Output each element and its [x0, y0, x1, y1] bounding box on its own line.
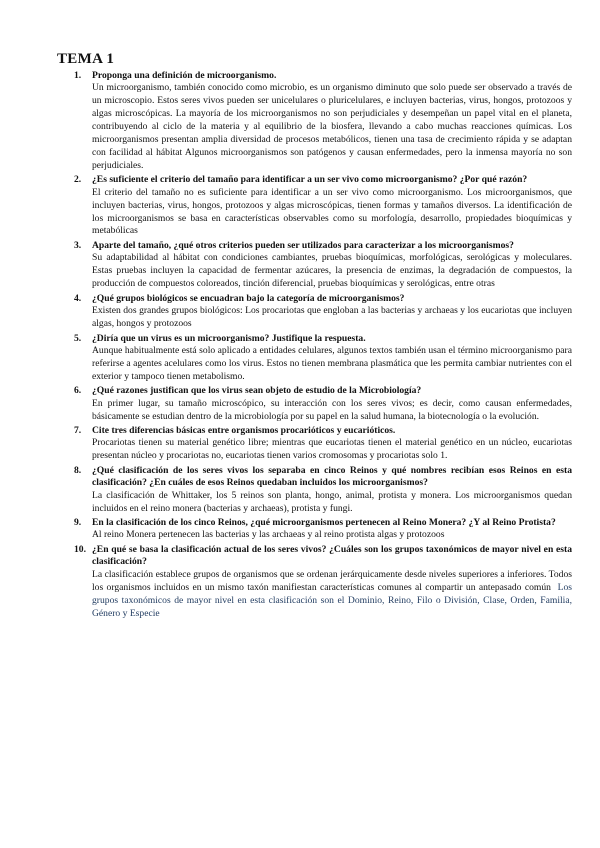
answer-main: La clasificación establece grupos de organismos que se ordenan jerárquicamente desde niveles superiores a inferiores. Todos los organismos incluidos en un mismo taxón manifiestan características comunes al compartir un antepasado común — [92, 568, 572, 593]
question-item-5 — [74, 333, 572, 384]
question-item-6 — [74, 385, 572, 423]
document-title: TEMA 1 — [57, 51, 115, 67]
answer-text: Existen dos grandes grupos biológicos: Los procariotas que engloban a las bacterias y archaeas y los eucariotas que incluyen algas, hongos y protozoos — [92, 305, 572, 329]
answer-text: Procariotas tienen su material genético libre; mientras que eucariotas tienen el material genético en un núcleo, eucariotas presentan núcleo y procariotas no, eucariotas tienen varios cromosomas y procariotas solo 1. — [92, 437, 572, 462]
question-item-2 — [74, 174, 572, 238]
answer-extra: Los grupos taxonómicos de mayor nivel en esta clasificación son el Dominio, Reino, Filo o División, Clase, Orden, Familia, Género y Especie — [92, 581, 572, 619]
question-item-1 — [74, 70, 572, 173]
question-number: 5. — [74, 332, 82, 344]
answer-text: Al reino Monera pertenecen las bacterias y las archaeas y al reino protista algas y protozoos — [92, 529, 445, 541]
answer-text: Aunque habitualmente está solo aplicado a entidades celulares, algunos textos también usan el término microorganismo para referirse a agentes acelulares como los virus. Estos no tienen membrana plasmática que les permita cambiar nutrientes con el exterior y tampoco tienen metabolismo. — [92, 344, 572, 382]
question-text: ¿Qué clasificación de los seres vivos los separaba en cinco Reinos y qué nombres recibían esos Reinos en esta clasificación? ¿En cuáles de esos Reinos quedaban incluidos los microorganismos? — [92, 464, 572, 489]
question-item-10 — [74, 544, 572, 620]
question-item-7 — [74, 425, 572, 463]
question-text: Proponga una definición de microorganismo. — [92, 70, 277, 81]
question-number: 2. — [74, 174, 82, 186]
answer-text: La clasificación de Whittaker, los 5 reinos son planta, hongo, animal, protista y monera. Los microorganismos quedan incluidos en el reino monera (bacterias y archaeas), protista y fungi. — [92, 489, 572, 514]
question-number: 8. — [74, 464, 82, 476]
question-text: ¿Diría que un virus es un microorganismo? Justifique la respuesta. — [92, 332, 366, 344]
answer-text: Un microorganismo, también conocido como microbio, es un organismo diminuto que solo puede ser observado a través de un microscopio. Estos seres vivos pueden ser unicelulares o pluricelulares, e incluyen bacterias, virus, hongos, protozoos y algas microscópicas. La mayoría de los microorganismos no son perjudiciales y desempeñan un papel vital en el planeta, contribuyendo al ciclo de la materia y al equilibrio de la biosfera, llevando a cabo muchas reacciones químicas. Los microorganismos presentan amplia diversidad de procesos metabólicos, tienen una tasa de crecimiento rápida y se adaptan con facilidad al hábitat Algunos microorganismos son patógenos y causan enfermedades, pero la inmensa mayoría no son perjudiciales. — [92, 82, 572, 171]
answer-text: El criterio del tamaño no es suficiente para identificar a un ser vivo como microorganismo. Los microorganismos, que incluyen bacterias, virus, hongos, protozoos y algas microscópicas, tienen formas y tamaños diversos. La identificación de los microorganismos se basa en características observables como su morfología, desarrollo, propiedades bioquímicas y metabólicas — [92, 186, 572, 237]
question-text: Aparte del tamaño, ¿qué otros criterios pueden ser utilizados para caracterizar a los microorganismos? — [92, 239, 514, 251]
question-text: Cite tres diferencias básicas entre organismos procarióticos y eucarióticos. — [92, 425, 396, 437]
question-number: 3. — [74, 239, 82, 251]
question-text: ¿En qué se basa la clasificación actual de los seres vivos? ¿Cuáles son los grupos taxonómicos de mayor nivel en esta clasificación? — [92, 543, 572, 568]
question-number: 9. — [74, 517, 82, 529]
question-number: 1. — [74, 70, 82, 81]
question-item-8 — [74, 465, 572, 516]
question-text: ¿Qué razones justifican que los virus sean objeto de estudio de la Microbiología? — [92, 385, 422, 397]
question-item-4 — [74, 293, 572, 331]
question-item-3 — [74, 240, 572, 291]
question-text: En la clasificación de los cinco Reinos, ¿qué microorganismos pertenecen al Reino Monera? ¿Y al Reino Protista? — [92, 517, 556, 529]
answer-text — [92, 569, 572, 621]
question-list — [74, 70, 572, 622]
question-item-9 — [74, 517, 572, 542]
question-number: 10. — [74, 543, 86, 555]
question-text: ¿Qué grupos biológicos se encuadran bajo la categoría de microorganismos? — [92, 292, 405, 304]
question-number: 6. — [74, 385, 82, 397]
question-number: 7. — [74, 425, 82, 437]
answer-text: Su adaptabilidad al hábitat con condiciones cambiantes, pruebas bioquímicas, morfológicas, serológicas y moleculares. Estas pruebas incluyen la capacidad de fermentar azúcares, la presencia de enzimas, la degradación de compuestos, la producción de compuestos coloreados, tinción diferencial, pruebas bioquímicas y serológicas, entre otras — [92, 252, 572, 290]
question-number: 4. — [74, 292, 82, 304]
answer-text: En primer lugar, su tamaño microscópico, su interacción con los seres vivos; es decir, como causan enfermedades, básicamente se estudian dentro de la microbiología por su papel en la salud humana, la biotecnología o la evolución. — [92, 397, 572, 422]
question-text: ¿Es suficiente el criterio del tamaño para identificar a un ser vivo como microorganismo? ¿Por qué razón? — [92, 174, 528, 186]
